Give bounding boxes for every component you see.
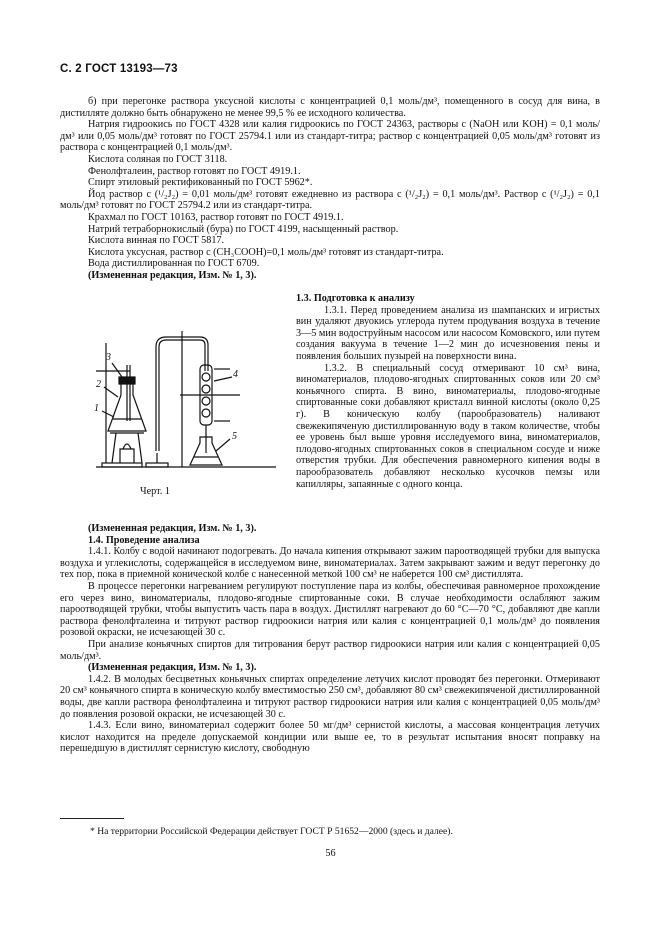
paragraph: Крахмал по ГОСТ 10163, раствор готовят по ГОСТ 4919.1. (88, 211, 344, 223)
paragraph: 1.4.3. Если вино, виноматериал содержит более 50 мг/дм³ сернистой кислоты, а массовая концентрация летучих кислот находится на пределе допускаемой кондиции или выше ее, то в результат испытания вносят поправку на перешедшую в дистиллят сернистую кислоту, свободную (60, 720, 600, 755)
paragraph: Натрия гидроокись по ГОСТ 4328 или калия гидроокись по ГОСТ 24363, растворы c (NaOH или KOH) = 0,1 моль/дм³ или 0,05 моль/дм³ готовят по ГОСТ 25794.1 или из стандарт-титра; раствор с концентрацией 0,05 моль/дм³ готовят из раствора с концентрацией 0,1 моль/дм³. (60, 119, 600, 154)
distillation-apparatus-figure (90, 325, 290, 475)
paragraph: В процессе перегонки нагреванием регулируют поступление пара из колбы, обеспечивая равномерное прохождение его через вино, виноматериалы, плодово-ягодные спиртованные соки. В случае необходимости ослабляют зажим пароотводящей трубки, чтобы выпустить часть пара в воздух. Дистиллят нагревают до 60 °С—70 °С, добавляют две капли раствора фенолфталеина и титруют раствор гидроокиси натрия или калия с концентрацией 0,1 моль/дм³ до появления розовой окраски, не исчезающей 30 с. (60, 580, 600, 639)
paragraph: 1.4.1. Колбу с водой начинают подогревать. До начала кипения открывают зажим пароотводящей трубки для выпуска воздуха и углекислоты, содержащейся в исследуемом вине, виноматериалах. Затем закрывают зажим и ведут перегонку до тех пор, пока в приемной конической колбе с нанесенной меткой 100 см³ не наберется 100 см³ дистиллята. (60, 546, 600, 581)
paragraph: Натрий тетраборнокислый (бура) по ГОСТ 4199, насыщенный раствор. (88, 223, 399, 235)
paragraph: Кислота уксусная, раствор c (CH₃COOH)=0,1 моль/дм³ готовят из стандарт-титра. (88, 246, 444, 258)
figure-caption: Черт. 1 (140, 486, 170, 497)
paragraph: Кислота соляная по ГОСТ 3118. (88, 153, 228, 165)
paragraph: Фенолфталеин, раствор готовят по ГОСТ 4919.1. (88, 165, 301, 177)
footnote-divider (60, 818, 124, 819)
paragraph: б) при перегонке раствора уксусной кислоты с концентрацией 0,1 моль/дм³, помещенного в сосуд для вина, в дистилляте должно быть обнаружено не менее 99,5 % ее исходного количества. (60, 96, 600, 119)
paragraph: Кислота винная по ГОСТ 5817. (88, 235, 225, 247)
figure-label-2: 2 (96, 379, 101, 390)
figure-label-5: 5 (232, 431, 237, 442)
paragraph: 1.3.2. В специальный сосуд отмеривают 10 см³ вина, виноматериалов, плодово-ягодных спиртованных соков или 20 см³ коньячного спирта. В вино, виноматериалы, плодово-ягодные спиртованные соки добавляют кристалл винной кислоты (около 0,25 г). В коническую колбу (парообразователь) наливают свежекипяченую дистиллированную воду в таком количестве, чтобы ее уровень был выше уровня исследуемого вина, виноматериалов, плодово-ягодных спиртованных соков в специальном сосуде и ниже отверстия трубки. Для обеспечения равномерного кипения воды в парообразователь добавляют несколько кусочков пемзы или капилляры, запаянные с одного конца. (296, 362, 600, 490)
section-heading: 1.4. Проведение анализа (88, 534, 200, 546)
figure-label-1: 1 (94, 403, 99, 414)
paragraph: Вода дистиллированная по ГОСТ 6709. (88, 258, 260, 270)
figure-label-3: 3 (106, 352, 111, 363)
edition-note: (Измененная редакция, Изм. № 1, 3). (88, 662, 257, 674)
section-1-3 (296, 293, 600, 490)
paragraph: Спирт этиловый ректификованный по ГОСТ 5962*. (88, 177, 313, 189)
paragraph: 1.4.2. В молодых бесцветных коньячных спиртах определение летучих кислот проводят без перегонки. Отмеривают 20 см³ коньячного спирта в коническую колбу вместимостью 250 см³, добавляют 80 см³ свежекипяченой дистиллированной воды, две капли раствора фенолфталеина и титруют раствор гидроокиси натрия или калия с концентрацией 0,05 моль/дм³ до появления розовой окраски, не исчезающей 30 с. (60, 673, 600, 720)
section-heading: 1.3. Подготовка к анализу (296, 293, 415, 304)
figure-label-4: 4 (233, 369, 238, 380)
paragraph: Йод раствор c (¹/₂J₂) = 0,01 моль/дм³ готовят ежедневно из раствора c (¹/₂J₂) = 0,1 моль/дм³. Раствор c (¹/₂J₂) = 0,1 моль/дм³ готовят по ГОСТ 25794.2 или из стандарт-титра. (60, 188, 600, 212)
edition-note: (Измененная редакция, Изм. № 1, 3). (88, 269, 257, 281)
page-number: 56 (325, 848, 336, 859)
page-header: С. 2 ГОСТ 13193—73 (60, 63, 178, 75)
paragraph: 1.3.1. Перед проведением анализа из шампанских и игристых вин удаляют двуокись углерода путем продувания воздуха в течение 3—5 мин водоструйным насосом или насосом Комовского, или путем создания вакуума в течение 1—2 мин до исчезновения пены и появления больших пузырей на поверхности вина. (296, 304, 600, 362)
edition-note: (Измененная редакция, Изм. № 1, 3). (88, 523, 257, 534)
footnote: * На территории Российской Федерации действует ГОСТ Р 51652—2000 (здесь и далее). (90, 826, 453, 837)
materials-list (60, 96, 600, 282)
paragraph: При анализе коньячных спиртов для титрования берут раствор гидроокиси натрия или калия с концентрацией 0,05 моль/дм³. (60, 638, 600, 662)
section-1-4 (60, 523, 600, 755)
